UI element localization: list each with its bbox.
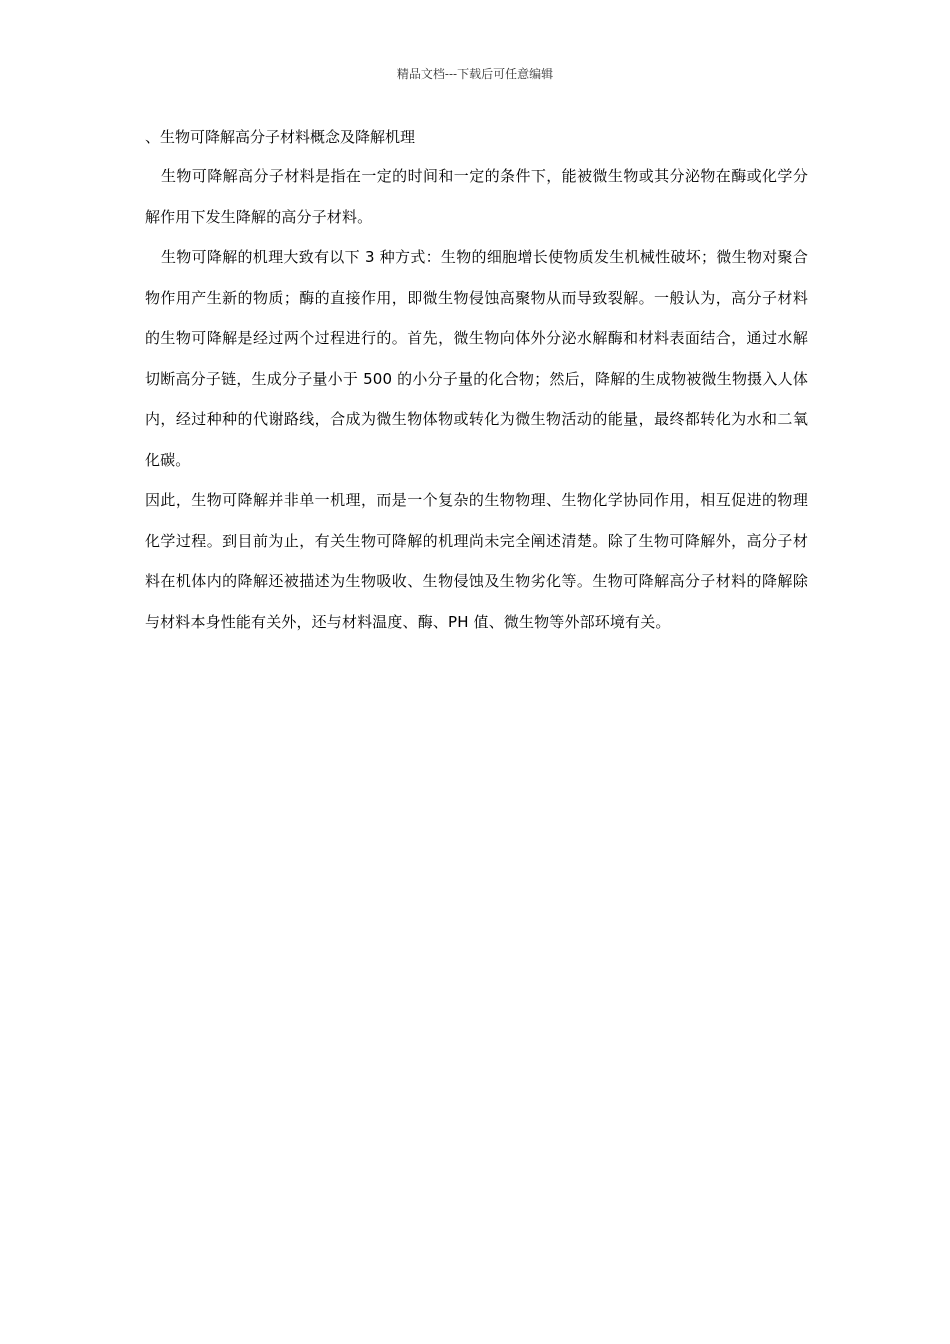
- paragraph-mechanism: 生物可降解的机理大致有以下 3 种方式：生物的细胞增长使物质发生机械性破坏；微生物对聚合物作用产生新的物质；酶的直接作用，即微生物侵蚀高聚物从而导致裂解。一般认为，高分子材料的生物可降解是经过两个过程进行的。首先，微生物向体外分泌水解酶和材料表面结合，通过水解切断高分子链，生成分子量小于 500 的小分子量的化合物；然后，降解的生成物被微生物摄入人体内，经过种种的代谢路线，合成为微生物体物或转化为微生物活动的能量，最终都转化为水和二氧化碳。: [145, 248, 808, 469]
- paragraph-conclusion: 因此，生物可降解并非单一机理，而是一个复杂的生物物理、生物化学协同作用，相互促进的物理化学过程。到目前为止，有关生物可降解的机理尚未完全阐述清楚。除了生物可降解外，高分子材料在机体内的降解还被描述为生物吸收、生物侵蚀及生物劣化等。生物可降解高分子材料的降解除与材料本身性能有关外，还与材料温度、酶、PH 值、微生物等外部环境有关。: [145, 491, 808, 631]
- section-heading: 、生物可降解高分子材料概念及降解机理: [145, 128, 416, 146]
- paragraph-definition: 生物可降解高分子材料是指在一定的时间和一定的条件下，能被微生物或其分泌物在酶或化学分解作用下发生降解的高分子材料。: [145, 167, 808, 226]
- document-body: [145, 124, 808, 642]
- page-header: 精品文档---下载后可任意编辑: [396, 67, 554, 81]
